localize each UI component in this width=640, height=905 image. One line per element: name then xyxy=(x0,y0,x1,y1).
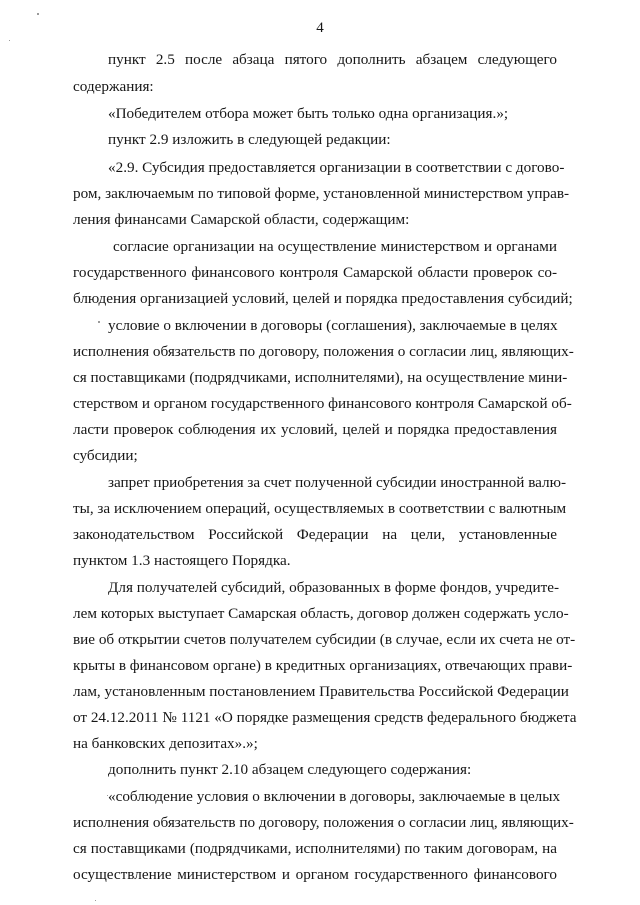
text-line: крыты в финансовом органе) в кредитных организациях, отвечающих прави- xyxy=(73,657,573,674)
text-line: субсидии; xyxy=(73,447,138,464)
text-line: исполнения обязательств по договору, положения о согласии лиц, являющих- xyxy=(73,343,574,360)
text-line: «соблюдение условия о включении в договоры, заключаемые в целых xyxy=(108,788,561,805)
text-line: пункт 2.9 изложить в следующей редакции: xyxy=(108,131,391,148)
text-line: дополнить пункт 2.10 абзацем следующего содержания: xyxy=(108,761,472,778)
text-line: согласие организации на осуществление министерством и органами xyxy=(113,238,557,255)
scan-speck xyxy=(107,795,108,796)
text-line: содержания: xyxy=(73,78,154,95)
scan-speck xyxy=(95,900,96,901)
text-line: условие о включении в договоры (соглашения), заключаемые в целях xyxy=(108,317,558,334)
text-line: ся поставщиками (подрядчиками, исполнителями), на осуществление мини- xyxy=(73,369,568,386)
text-line: пункт 2.5 после абзаца пятого дополнить абзацем следующего xyxy=(108,51,557,68)
page-number: 4 xyxy=(316,20,324,36)
text-line: на банковских депозитах».»; xyxy=(73,735,258,752)
text-line: ления финансами Самарской области, содержащим: xyxy=(73,211,410,228)
scan-speck xyxy=(37,13,39,15)
text-line: государственного финансового контроля Самарской области проверок со- xyxy=(73,264,557,281)
scan-speck xyxy=(9,40,10,41)
text-line: осуществление министерством и органом государственного финансового xyxy=(73,866,557,883)
text-line: ты, за исключением операций, осуществляемых в соответствии с валютным xyxy=(73,500,567,517)
text-line: стерством и органом государственного финансового контроля Самарской об- xyxy=(73,395,572,412)
text-line: пунктом 1.3 настоящего Порядка. xyxy=(73,552,291,569)
text-line: «Победителем отбора может быть только одна организация.»; xyxy=(108,105,509,122)
text-line: ласти проверок соблюдения их условий, целей и порядка предоставления xyxy=(73,421,557,438)
text-line: лам, установленным постановлением Правительства Российской Федерации xyxy=(73,683,569,700)
text-line: блюдения организацией условий, целей и порядка предоставления субсидий; xyxy=(73,290,573,307)
text-line: от 24.12.2011 № 1121 «О порядке размещения средств федерального бюджета xyxy=(73,709,577,726)
text-line: вие об открытии счетов получателем субсидии (в случае, если их счета не от- xyxy=(73,631,576,648)
text-line: запрет приобретения за счет полученной субсидии иностранной валю- xyxy=(108,474,567,491)
text-line: Для получателей субсидий, образованных в форме фондов, учредите- xyxy=(108,579,560,596)
text-line: «2.9. Субсидия предоставляется организации в соответствии с догово- xyxy=(108,159,565,176)
text-line: ся поставщиками (подрядчиками, исполнителями) по таким договорам, на xyxy=(73,840,557,857)
text-line: лем которых выступает Самарская область, договор должен содержать усло- xyxy=(73,605,569,622)
scan-speck xyxy=(98,321,100,323)
text-line: исполнения обязательств по договору, положения о согласии лиц, являющих- xyxy=(73,814,574,831)
text-line: законодательством Российской Федерации на цели, установленные xyxy=(73,526,557,543)
text-line: ром, заключаемым по типовой форме, установленной министерством управ- xyxy=(73,185,570,202)
